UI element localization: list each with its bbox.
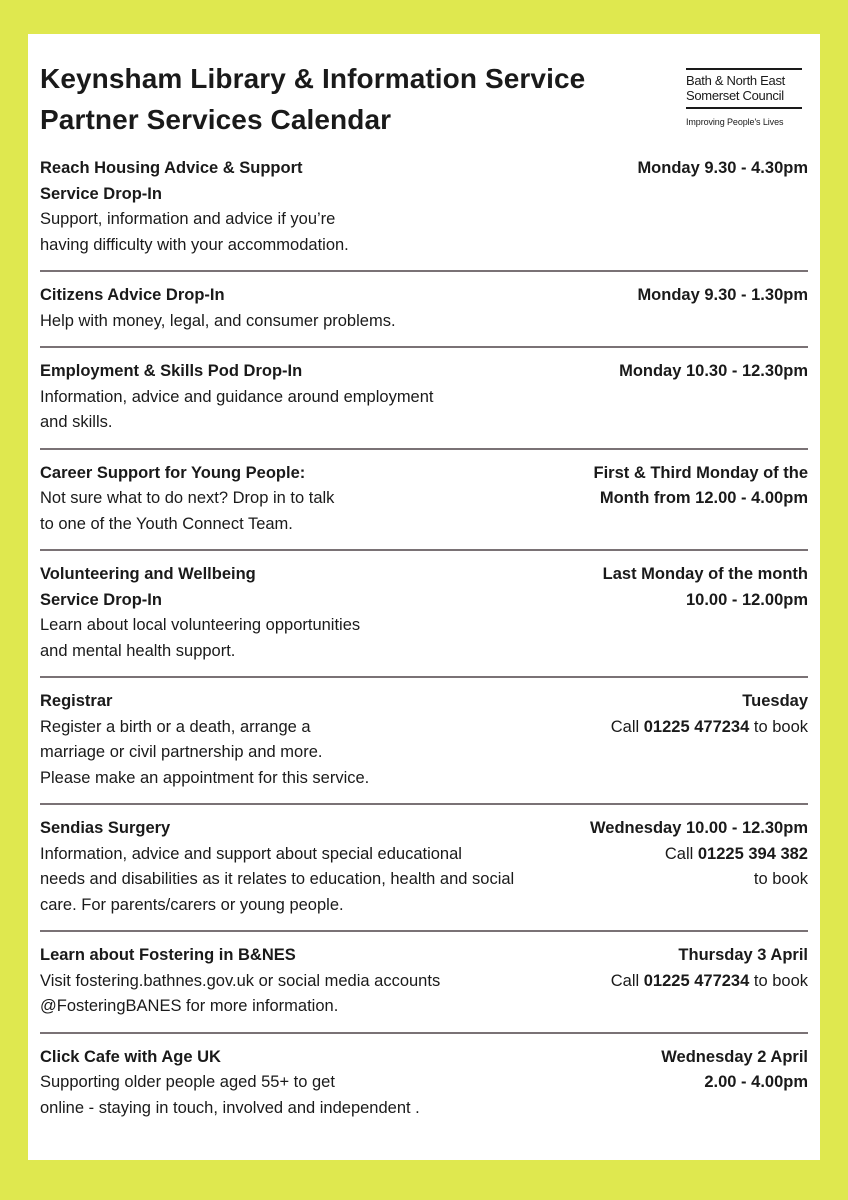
service-schedule — [508, 689, 808, 740]
logo-line-1: Bath & North East — [686, 73, 785, 88]
service-schedule — [508, 562, 808, 613]
service-name: Employment & Skills Pod Drop-In — [40, 362, 303, 380]
schedule-emphasis: Monday 9.30 - 4.30pm — [637, 159, 808, 177]
schedule-line — [508, 867, 808, 893]
row-divider — [40, 270, 808, 272]
service-description: Not sure what to do next? Drop in to talk — [40, 489, 335, 507]
schedule-line — [508, 359, 808, 385]
schedule-text: to book — [749, 971, 808, 990]
schedule-emphasis: First & Third Monday of the — [593, 463, 808, 482]
service-row — [40, 689, 808, 791]
row-divider — [40, 1032, 808, 1034]
schedule-emphasis: Month from 12.00 - 4.00pm — [599, 489, 808, 507]
schedule-line — [508, 943, 808, 969]
service-description: Help with money, legal, and consumer problems. — [40, 311, 396, 330]
service-name: Click Cafe with Age UK — [40, 1047, 221, 1066]
service-row — [40, 943, 808, 1020]
schedule-emphasis: Thursday 3 April — [678, 946, 808, 964]
service-name: Service Drop-In — [40, 590, 162, 609]
title-line-1: Keynsham Library & Information Service — [40, 63, 586, 94]
schedule-text: Call — [664, 844, 698, 863]
schedule-line — [508, 562, 808, 588]
row-divider — [40, 803, 808, 805]
service-row — [40, 562, 808, 664]
service-name: Service Drop-In — [40, 184, 162, 203]
schedule-emphasis: Tuesday — [742, 692, 808, 710]
schedule-emphasis: Wednesday 10.00 - 12.30pm — [590, 819, 808, 837]
schedule-line — [508, 842, 808, 868]
schedule-line — [508, 156, 808, 182]
service-description: care. For parents/carers or young people. — [40, 895, 344, 914]
schedule-line — [508, 588, 808, 614]
schedule-line — [508, 969, 808, 995]
service-schedule — [508, 359, 808, 385]
service-row — [40, 359, 808, 436]
schedule-emphasis: Monday 10.30 - 12.30pm — [619, 362, 808, 380]
service-description: having difficulty with your accommodation. — [40, 235, 349, 254]
services-list — [40, 156, 808, 1121]
schedule-text: Call — [610, 717, 644, 736]
service-description: Support, information and advice if you’re — [40, 210, 336, 228]
service-name: Career Support for Young People: — [40, 463, 306, 482]
service-description: marriage or civil partnership and more. — [40, 743, 323, 761]
service-description: Information, advice and support about special educational — [40, 844, 462, 863]
service-row — [40, 1045, 808, 1122]
logo-tagline: Improving People's Lives — [686, 117, 784, 127]
service-description: Visit fostering.bathnes.gov.uk or social media accounts — [40, 971, 441, 990]
service-description: needs and disabilities as it relates to education, health and social — [40, 870, 515, 888]
schedule-emphasis: Wednesday 2 April — [661, 1047, 808, 1066]
service-description: Please make an appointment for this service. — [40, 768, 370, 787]
service-schedule — [508, 461, 808, 512]
logo-top-rule — [686, 68, 802, 70]
schedule-line — [508, 689, 808, 715]
row-divider — [40, 676, 808, 678]
schedule-line — [508, 283, 808, 309]
schedule-emphasis: 01225 477234 — [643, 717, 750, 736]
service-description: Supporting older people aged 55+ to get — [40, 1073, 335, 1091]
service-name: Volunteering and Wellbeing — [40, 565, 256, 583]
schedule-line — [508, 715, 808, 741]
service-description: and skills. — [40, 413, 113, 431]
service-description: Information, advice and guidance around employment — [40, 387, 434, 406]
row-divider — [40, 549, 808, 551]
service-name: Registrar — [40, 692, 113, 710]
row-divider — [40, 346, 808, 348]
schedule-text: to book — [749, 717, 808, 736]
title-line-2: Partner Services Calendar — [40, 104, 392, 135]
service-name: Sendias Surgery — [40, 819, 171, 837]
schedule-emphasis: 2.00 - 4.00pm — [704, 1073, 808, 1091]
schedule-line — [508, 486, 808, 512]
service-schedule — [508, 1045, 808, 1096]
schedule-text: to book — [753, 870, 808, 888]
schedule-emphasis: Last Monday of the month — [602, 565, 808, 583]
service-row — [40, 283, 808, 334]
service-name: Citizens Advice Drop-In — [40, 286, 225, 304]
service-schedule — [508, 156, 808, 182]
schedule-emphasis: Monday 9.30 - 1.30pm — [637, 286, 808, 304]
service-description: @FosteringBANES for more information. — [40, 997, 339, 1015]
service-description: Learn about local volunteering opportunities — [40, 616, 361, 634]
schedule-emphasis: 10.00 - 12.00pm — [686, 590, 808, 609]
service-name: Reach Housing Advice & Support — [40, 159, 303, 177]
service-description: Register a birth or a death, arrange a — [40, 717, 311, 736]
service-schedule — [508, 816, 808, 893]
calendar-card — [28, 34, 820, 1160]
service-description: online - staying in touch, involved and independent . — [40, 1098, 420, 1117]
service-row — [40, 461, 808, 538]
logo-bottom-rule — [686, 107, 802, 109]
schedule-line — [508, 1045, 808, 1071]
service-description: and mental health support. — [40, 641, 236, 660]
schedule-emphasis: 01225 477234 — [643, 971, 750, 990]
service-schedule — [508, 283, 808, 309]
service-description: to one of the Youth Connect Team. — [40, 514, 293, 533]
service-row — [40, 816, 808, 918]
row-divider — [40, 448, 808, 450]
schedule-text: Call — [610, 971, 644, 990]
service-row — [40, 156, 808, 258]
schedule-line — [508, 816, 808, 842]
service-name: Learn about Fostering in B&NES — [40, 946, 296, 964]
logo-line-2: Somerset Council — [686, 88, 784, 103]
service-schedule — [508, 943, 808, 994]
schedule-line — [508, 461, 808, 487]
schedule-line — [508, 1070, 808, 1096]
page-title — [40, 58, 585, 140]
schedule-emphasis: 01225 394 382 — [697, 844, 808, 863]
council-logo — [686, 68, 802, 127]
row-divider — [40, 930, 808, 932]
